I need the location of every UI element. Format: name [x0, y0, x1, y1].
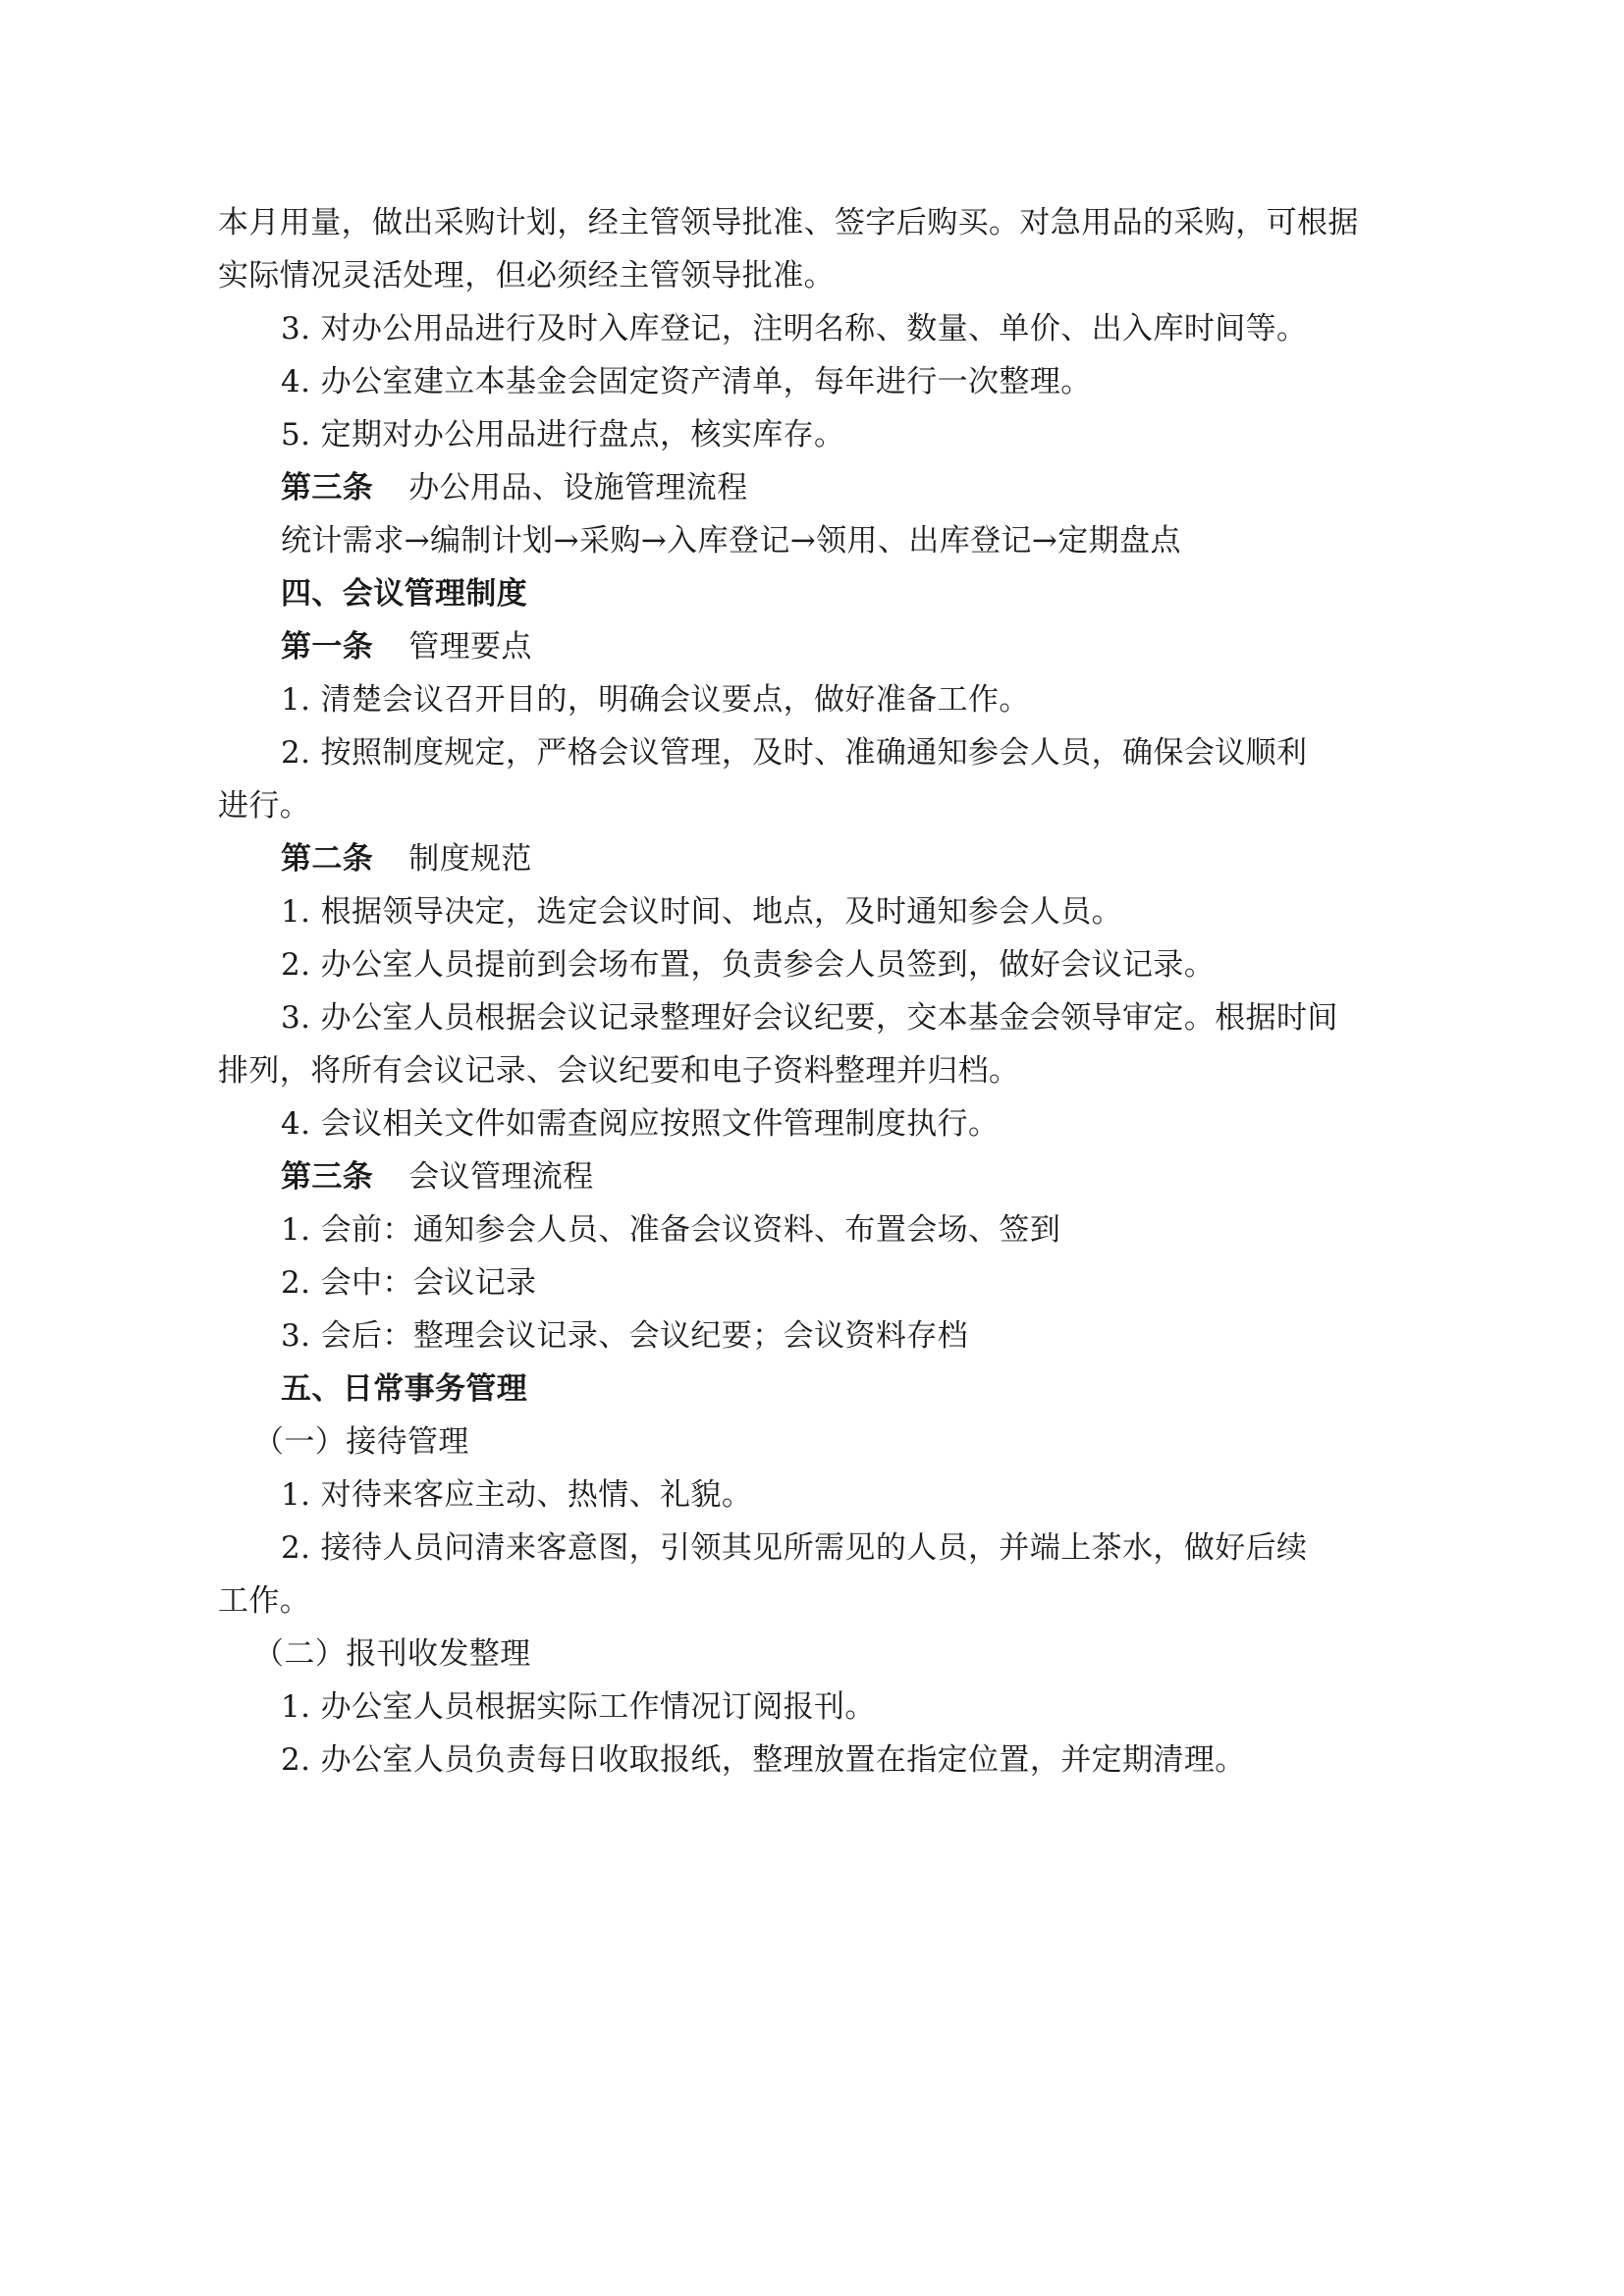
list-item: 2. 会中：会议记录: [281, 1265, 537, 1301]
article-heading: [218, 1150, 1416, 1203]
article-title: 制度规范: [408, 841, 532, 877]
list-item: 1. 清楚会议召开目的，明确会议要点，做好准备工作。: [281, 682, 1030, 718]
document-page: [218, 196, 1416, 1787]
chapter-heading: 四、会议管理制度: [281, 576, 528, 612]
article-label: 第三条: [281, 1159, 374, 1195]
subsection-heading: （二）报刊收发整理: [253, 1636, 531, 1672]
list-item: 4. 会议相关文件如需查阅应按照文件管理制度执行。: [281, 1106, 1000, 1142]
article-heading: [218, 461, 1416, 514]
list-item: 1. 会前：通知参会人员、准备会议资料、布置会场、签到: [281, 1212, 1061, 1248]
article-title: 会议管理流程: [408, 1159, 594, 1195]
list-item: 2. 办公室人员负责每日收取报纸，整理放置在指定位置，并定期清理。: [281, 1742, 1246, 1778]
list-item: 3. 对办公用品进行及时入库登记，注明名称、数量、单价、出入库时间等。: [281, 311, 1308, 347]
flow-line: 统计需求→编制计划→采购→入库登记→领用、出库登记→定期盘点: [281, 523, 1181, 559]
list-item: 2. 办公室人员提前到会场布置，负责参会人员签到，做好会议记录。: [281, 947, 1216, 983]
list-item-continuation: 排列，将所有会议记录、会议纪要和电子资料整理并归档。: [218, 1053, 1020, 1089]
article-label: 第三条: [281, 470, 374, 506]
subsection-heading: （一）接待管理: [253, 1424, 469, 1460]
article-title: 办公用品、设施管理流程: [408, 470, 748, 506]
paragraph-line: 本月用量，做出采购计划，经主管领导批准、签字后购买。对急用品的采购，可根据: [218, 205, 1359, 240]
list-item: 1. 办公室人员根据实际工作情况订阅报刊。: [281, 1689, 876, 1725]
article-label: 第一条: [281, 629, 374, 665]
list-item: 3. 会后：整理会议记录、会议纪要；会议资料存档: [281, 1318, 969, 1354]
list-item: 1. 对待来客应主动、热情、礼貌。: [281, 1477, 753, 1513]
list-item: 5. 定期对办公用品进行盘点，核实库存。: [281, 417, 845, 453]
list-item: 4. 办公室建立本基金会固定资产清单，每年进行一次整理。: [281, 364, 1092, 400]
list-item: 3. 办公室人员根据会议记录整理好会议纪要，交本基金会领导审定。根据时间: [281, 1000, 1338, 1036]
article-label: 第二条: [281, 841, 374, 877]
list-item-continuation: 进行。: [218, 788, 311, 824]
chapter-heading: 五、日常事务管理: [281, 1371, 528, 1407]
article-heading: [218, 620, 1416, 673]
list-item: 1. 根据领导决定，选定会议时间、地点，及时通知参会人员。: [281, 894, 1123, 930]
article-title: 管理要点: [408, 629, 532, 665]
list-item: 2. 按照制度规定，严格会议管理，及时、准确通知参会人员，确保会议顺利: [281, 735, 1308, 771]
list-item-continuation: 工作。: [218, 1583, 311, 1619]
article-heading: [218, 832, 1416, 885]
list-item: 2. 接待人员问清来客意图，引领其见所需见的人员，并端上茶水，做好后续: [281, 1530, 1308, 1566]
paragraph-line: 实际情况灵活处理，但必须经主管领导批准。: [218, 258, 835, 294]
